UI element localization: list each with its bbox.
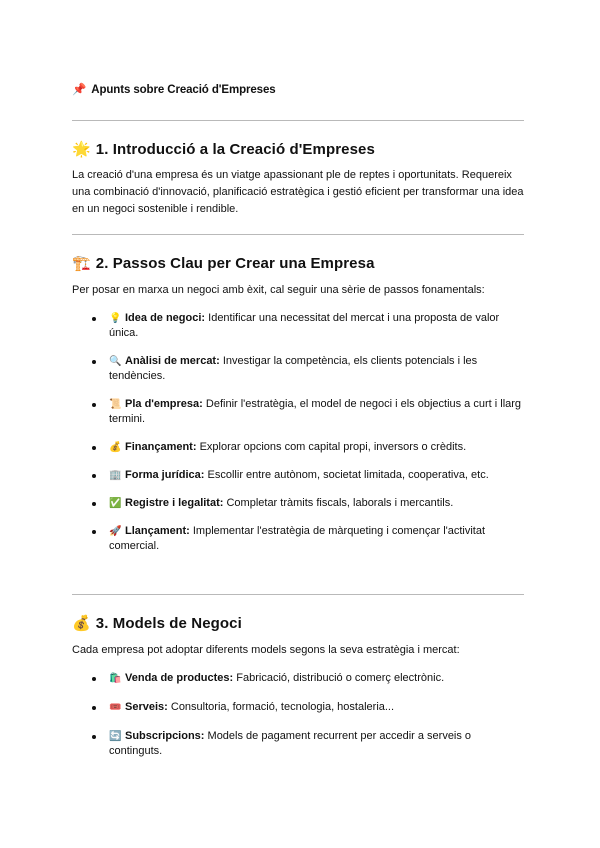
list-item	[72, 440, 524, 455]
office-building-icon: 🏢	[109, 470, 122, 481]
item-description: Models de pagament recurrent per accedir a serveis o continguts.	[109, 730, 472, 757]
divider	[72, 234, 524, 235]
money-bag-icon: 💰	[109, 442, 122, 453]
repeat-arrows-icon: 🔄	[109, 731, 122, 742]
check-mark-icon: ✅	[109, 498, 122, 509]
list-item	[72, 311, 524, 341]
star-icon: 🌟	[72, 140, 91, 158]
section-2-heading-text: 2. Passos Clau per Crear una Empresa	[95, 255, 375, 272]
construction-crane-icon: 🏗️	[72, 254, 91, 272]
item-term: Idea de negoci:	[125, 312, 206, 324]
steps-list	[72, 311, 524, 554]
scroll-icon: 📜	[109, 399, 122, 410]
item-term: Subscripcions:	[125, 730, 205, 742]
section-1-heading	[72, 140, 375, 158]
item-term: Venda de productes:	[125, 672, 234, 684]
item-description: Consultoria, formació, tecnologia, hostaleria...	[170, 701, 395, 713]
item-description: Investigar la competència, els clients potencials i les tendències.	[109, 355, 478, 382]
item-description: Fabricació, distribució o comerç electrònic.	[236, 672, 445, 684]
item-term: Registre i legalitat:	[125, 497, 224, 509]
ticket-icon: 🎟️	[109, 702, 122, 713]
item-description: Implementar l'estratègia de màrqueting i començar l'activitat comercial.	[109, 525, 486, 552]
item-term: Serveis:	[125, 701, 168, 713]
item-description: Explorar opcions com capital propi, inversors o crèdits.	[199, 441, 467, 453]
list-item	[72, 397, 524, 427]
item-term: Llançament:	[125, 525, 190, 537]
section-2-heading	[72, 254, 375, 272]
list-item	[72, 524, 524, 554]
item-term: Anàlisi de mercat:	[125, 355, 220, 367]
section-2-intro: Per posar en marxa un negoci amb èxit, cal seguir una sèrie de passos fonamentals:	[72, 284, 485, 296]
item-term: Finançament:	[125, 441, 197, 453]
document-title-text: Apunts sobre Creació d'Empreses	[91, 84, 276, 96]
rocket-icon: 🚀	[109, 526, 122, 537]
item-description: Identificar una necessitat del mercat i una proposta de valor única.	[109, 312, 500, 339]
list-item	[72, 468, 524, 483]
divider	[72, 594, 524, 595]
document-title	[72, 82, 276, 96]
section-1-heading-text: 1. Introducció a la Creació d'Empreses	[95, 141, 375, 158]
item-description: Escollir entre autònom, societat limitada, cooperativa, etc.	[207, 469, 489, 481]
light-bulb-icon: 💡	[109, 313, 122, 324]
list-item	[72, 700, 524, 715]
list-item	[72, 729, 524, 759]
section-3-heading-text: 3. Models de Negoci	[95, 615, 242, 632]
item-term: Forma jurídica:	[125, 469, 205, 481]
item-term: Pla d'empresa:	[125, 398, 203, 410]
list-item	[72, 671, 524, 686]
item-description: Definir l'estratègia, el model de negoci i els objectius a curt i llarg termini.	[109, 398, 522, 425]
divider	[72, 120, 524, 121]
item-description: Completar tràmits fiscals, laborals i mercantils.	[226, 497, 454, 509]
section-3-heading	[72, 614, 242, 632]
magnifying-glass-icon: 🔍	[109, 356, 122, 367]
list-item	[72, 354, 524, 384]
section-1-body: La creació d'una empresa és un viatge apassionant ple de reptes i oportunitats. Requereix una combinació d'innovació, planificació estratègica i gestió eficient per transformar una idea en un negoci sostenible i rendible.	[72, 169, 524, 215]
shopping-bags-icon: 🛍️	[109, 673, 122, 684]
pushpin-icon: 📌	[72, 82, 87, 96]
money-bag-icon: 💰	[72, 614, 91, 632]
list-item	[72, 496, 524, 511]
section-3-intro: Cada empresa pot adoptar diferents models segons la seva estratègia i mercat:	[72, 644, 460, 656]
business-models-list	[72, 671, 524, 759]
